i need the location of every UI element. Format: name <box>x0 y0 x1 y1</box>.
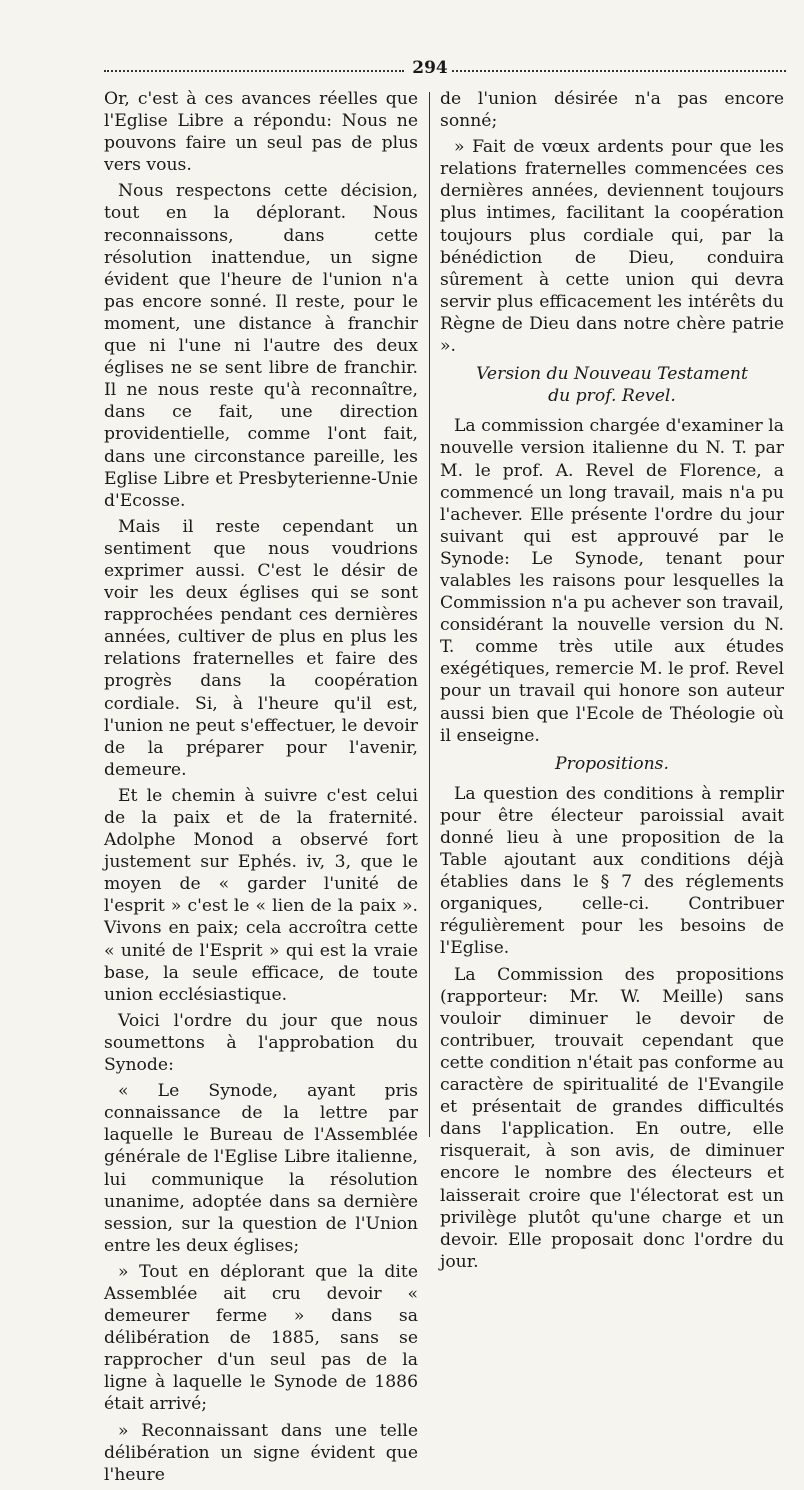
left-paragraph: Or, c'est à ces avances réelles que l'Eglise Libre a répondu: Nous ne pouvons faire un seul pas de plus vers vous. <box>104 89 418 176</box>
right-column <box>440 88 784 1277</box>
section-heading-line: du prof. Revel. <box>548 386 676 407</box>
right-paragraph: de l'union désirée n'a pas encore sonné; <box>440 89 784 132</box>
right-paragraph: » Fait de vœux ardents pour que les relations fraternelles commencées ces dernières années, deviennent toujours plus intimes, facilitant la coopération toujours plus cordiale qui, par la bénédiction de Dieu, conduira sûrement à cette union qui devra servir plus efficacement les intérêts du Règne de Dieu dans notre chère patrie ». <box>440 137 784 357</box>
left-paragraph: » Tout en déplorant que la dite Assemblée ait cru devoir « demeurer ferme » dans sa délibération de 1885, sans se rapprocher d'un seul pas de la ligne à laquelle le Synode de 1886 était arrivé; <box>104 1261 418 1415</box>
left-paragraph: « Le Synode, ayant pris connaissance de la lettre par laquelle le Bureau de l'Assemblée générale de l'Eglise Libre italienne, lui communique la résolution unanime, adoptée dans sa dernière session, sur la question de l'Union entre les deux églises; <box>104 1081 418 1256</box>
column-divider <box>429 92 430 1137</box>
left-paragraph: Mais il reste cependant un sentiment que nous voudrions exprimer aussi. C'est le désir de voir les deux églises qui se sont rapprochées pendant ces dernières années, cultiver de plus en plus les relations fraternelles et faire des progrès dans la coopération cordiale. Si, à l'heure qu'il est, l'union ne peut s'effectuer, le devoir de la préparer pour l'avenir, demeure. <box>104 516 418 780</box>
section-heading-line: Version du Nouveau Testament <box>476 364 748 385</box>
header-rule-right <box>452 70 786 72</box>
right-paragraph: La commission chargée d'examiner la nouvelle version italienne du N. T. par M. le prof. A. Revel de Florence, a commencé un long travail, mais n'a pu l'achever. Elle présente l'ordre du jour suivant qui est approuvé par le Synode: Le Synode, tenant pour valables les raisons pour lesquelles la Commission n'a pu achever son travail, considérant la nouvelle version du N. T. comme très utile aux études exégétiques, remercie M. le prof. Revel pour un travail qui honore son auteur aussi bien que l'Ecole de Théologie où il enseigne. <box>440 416 784 746</box>
left-column <box>104 88 418 1490</box>
left-paragraph: Nous respectons cette décision, tout en la déplorant. Nous reconnaissons, dans cette résolution inattendue, un signe évident que l'heure de l'union n'a pas encore sonné. Il reste, pour le moment, une distance à franchir que ni l'une ni l'autre des deux églises ne se sent libre de franchir. Il ne nous reste qu'à reconnaître, dans ce fait, une direction providentielle, comme l'ont fait, dans une circonstance pareille, les Eglise Libre et Presbyterienne-Unie d'Ecosse. <box>104 181 418 511</box>
right-paragraph: La question des conditions à remplir pour être électeur paroissial avait donné lieu à une proposition de la Table ajoutant aux conditions déjà établies dans le § 7 des réglements organiques, celle-ci. Contribuer régulièrement pour les besoins de l'Eglise. <box>440 783 784 959</box>
left-paragraph: Et le chemin à suivre c'est celui de la paix et de la fraternité. Adolphe Monod a observé fort justement sur Ephés. iv, 3, que le moyen de « garder l'unité de l'esprit » c'est le « lien de la paix ». Vivons en paix; cela accroîtra cette « unité de l'Esprit » qui est la vraie base, la seule efficace, de toute union ecclésiastique. <box>104 785 418 1005</box>
section-heading-version <box>440 363 784 407</box>
section-heading-line: Propositions. <box>555 753 669 774</box>
left-paragraph: Voici l'ordre du jour que nous soumettons à l'approbation du Synode: <box>104 1010 418 1076</box>
left-paragraph: » Reconnaissant dans une telle délibération un signe évident que l'heure <box>104 1420 418 1485</box>
page-number: 294 <box>412 58 448 78</box>
page-header <box>100 58 790 82</box>
header-rule-left <box>104 70 404 72</box>
right-paragraph: La Commission des propositions (rapporteur: Mr. W. Meille) sans vouloir diminuer le devoir de contribuer, trouvait cependant que cette condition n'était pas conforme au caractère de spiritualité de l'Evangile et présentait de grandes difficultés dans l'application. En outre, elle risquerait, à son avis, de diminuer encore le nombre des électeurs et laisserait croire que l'électorat est un privilège plutôt qu'une charge et un devoir. Elle proposait donc l'ordre du jour. <box>440 964 784 1272</box>
section-heading-propositions <box>440 753 784 775</box>
